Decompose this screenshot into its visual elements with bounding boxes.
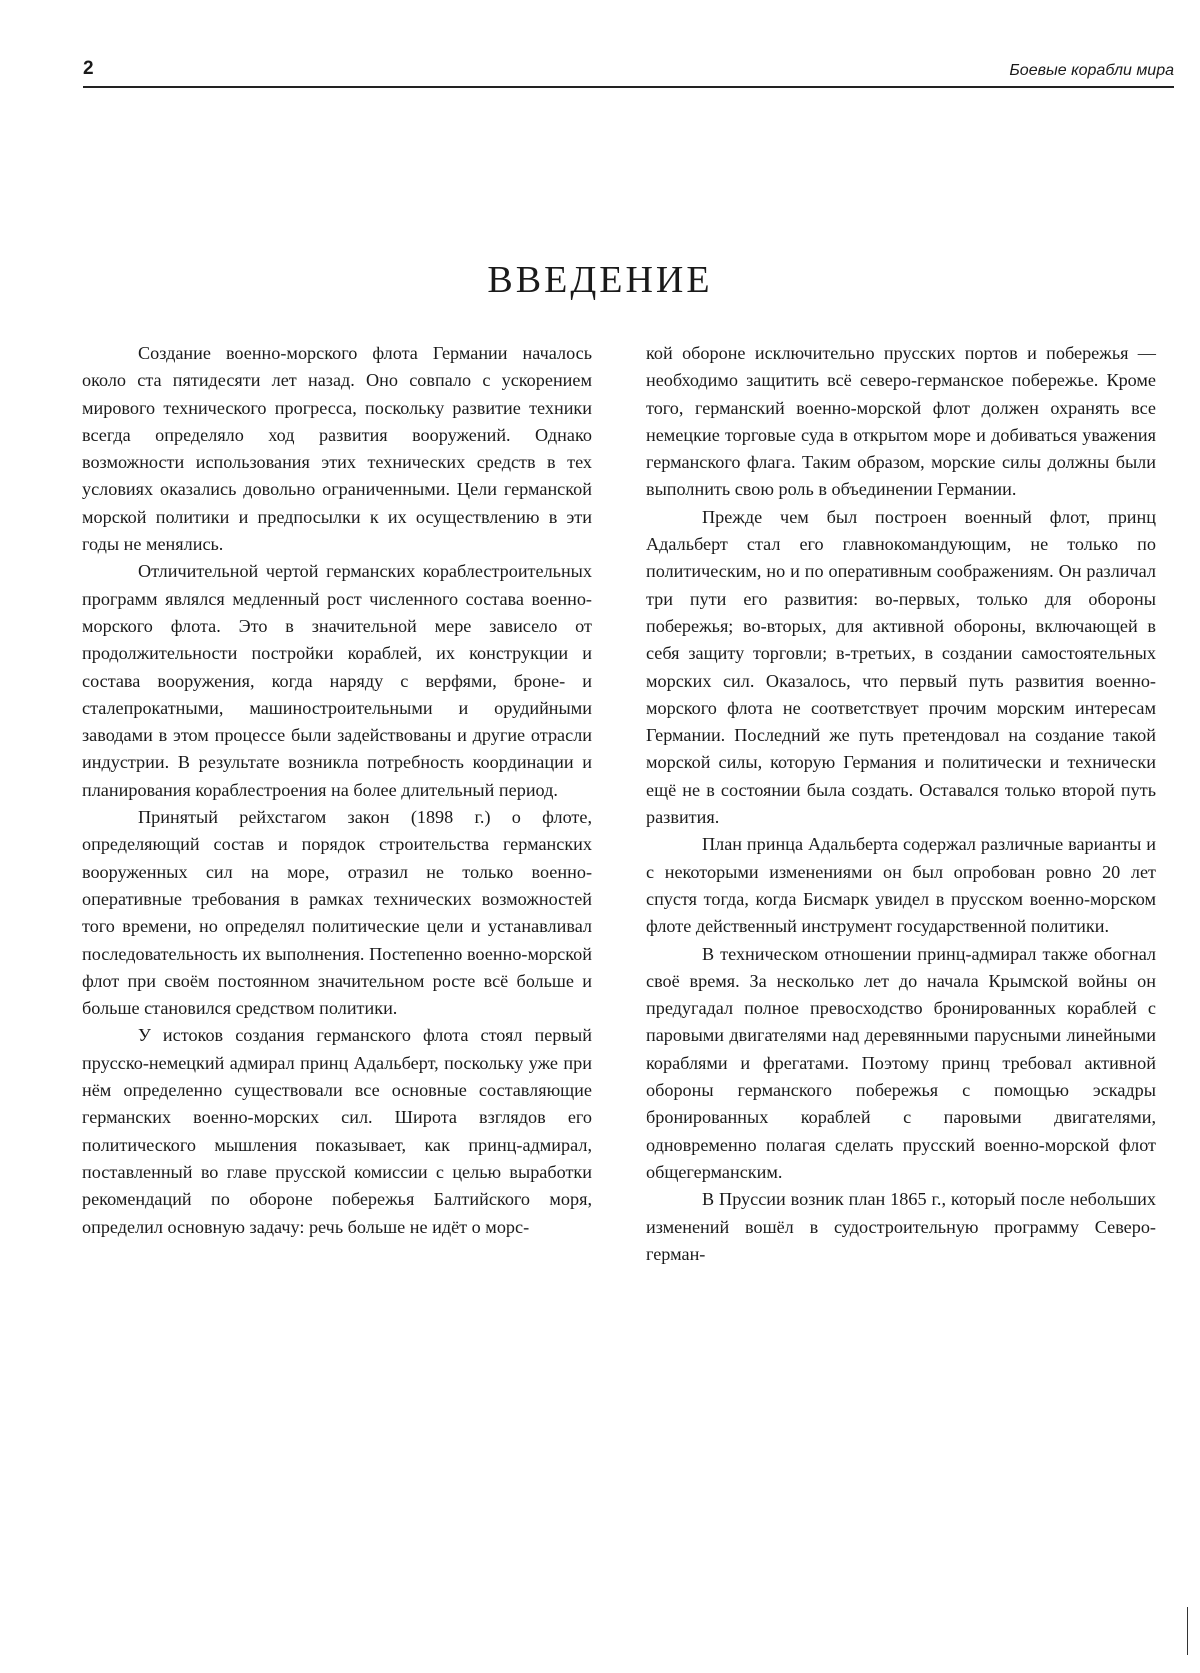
- paragraph: У истоков создания германского флота стоял первый прусско-немецкий адмирал принц Адальберт, поскольку уже при нём определенно существовали все основные составляющие германских военно-морских сил. Широта взглядов его политического мышления показывает, как принц-адмирал, поставленный во главе прусской комиссии с целью выработки рекомендаций по обороне побережья Балтийского моря, определил основную задачу: речь больше не идёт о морс-: [82, 1025, 592, 1237]
- text-column-left: [82, 340, 592, 1241]
- running-title: Боевые корабли мира: [1009, 62, 1174, 79]
- text-column-right: [646, 340, 1156, 1268]
- paragraph: План принца Адальберта содержал различные варианты и с некоторыми изменениями он был опробован ровно 20 лет спустя тогда, когда Бисмарк увидел в прусском военно-морском флоте действенный инструмент государственной политики.: [646, 834, 1156, 937]
- paragraph-continued: кой обороне исключительно прусских портов и побережья — необходимо защитить всё северо-германское побережье. Кроме того, германский военно-морской флот должен охранять все немецкие торговые суда в открытом море и добиваться уважения германского флага. Таким образом, морские силы должны были выполнить свою роль в объединении Германии.: [646, 343, 1156, 500]
- chapter-title: ВВЕДЕНИЕ: [487, 259, 713, 301]
- page-edge-mark: [1187, 1607, 1188, 1655]
- paragraph: Создание военно-морского флота Германии началось около ста пятидесяти лет назад. Оно совпало с ускорением мирового технического прогресса, поскольку развитие техники всегда определяло ход развития вооружений. Однако возможности использования этих технических средств в тех условиях оказались довольно ограниченными. Цели германской морской политики и предпосылки к их осуществлению в эти годы не менялись.: [82, 343, 592, 555]
- paragraph: Отличительной чертой германских кораблестроительных программ являлся медленный рост численного состава военно-морского флота. Это в значительной мере зависело от продолжительности постройки кораблей, их конструкции и состава вооружения, когда наряду с верфями, броне- и сталепрокатными, машиностроительными и орудийными заводами в этом процессе были задействованы и другие отрасли индустрии. В результате возникла потребность координации и планирования кораблестроения на более длительный период.: [82, 561, 592, 800]
- header-rule: [83, 86, 1174, 88]
- paragraph: Прежде чем был построен военный флот, принц Адальберт стал его главнокомандующим, не только по политическим, но и по оперативным соображениям. Он различал три пути его развития: во-первых, только для обороны побережья; во-вторых, для активной обороны, включающей в себя защиту торговли; в-третьих, в создании самостоятельных морских сил. Оказалось, что первый путь развития военно-морского флота не соответствует прочим морским интересам Германии. Последний же путь претендовал на создание такой морской силы, которую Германия и политически и технически ещё не в состоянии была создать. Оставался только второй путь развития.: [646, 506, 1156, 828]
- page-number: 2: [83, 58, 94, 79]
- paragraph: Принятый рейхстагом закон (1898 г.) о флоте, определяющий состав и порядок строительства германских вооруженных сил на море, отразил не только военно-оперативные требования в рамках технических возможностей того времени, но определял политические цели и устанавливал последовательность их выполнения. Постепенно военно-морской флот при своём постоянном значительном росте всё больше и больше становился средством политики.: [82, 807, 592, 1019]
- paragraph: В Пруссии возник план 1865 г., который после небольших изменений вошёл в судостроительную программу Северо-герман-: [646, 1189, 1156, 1264]
- page-header: [83, 58, 1174, 88]
- paragraph: В техническом отношении принц-адмирал также обогнал своё время. За несколько лет до начала Крымской войны он предугадал полное превосходство бронированных кораблей с паровыми двигателями над деревянными парусными линейными кораблями и фрегатами. Поэтому принц требовал активной обороны германского побережья с помощью эскадры бронированных кораблей с паровыми двигателями, одновременно полагая сделать прусский военно-морской флот общегерманским.: [646, 943, 1156, 1182]
